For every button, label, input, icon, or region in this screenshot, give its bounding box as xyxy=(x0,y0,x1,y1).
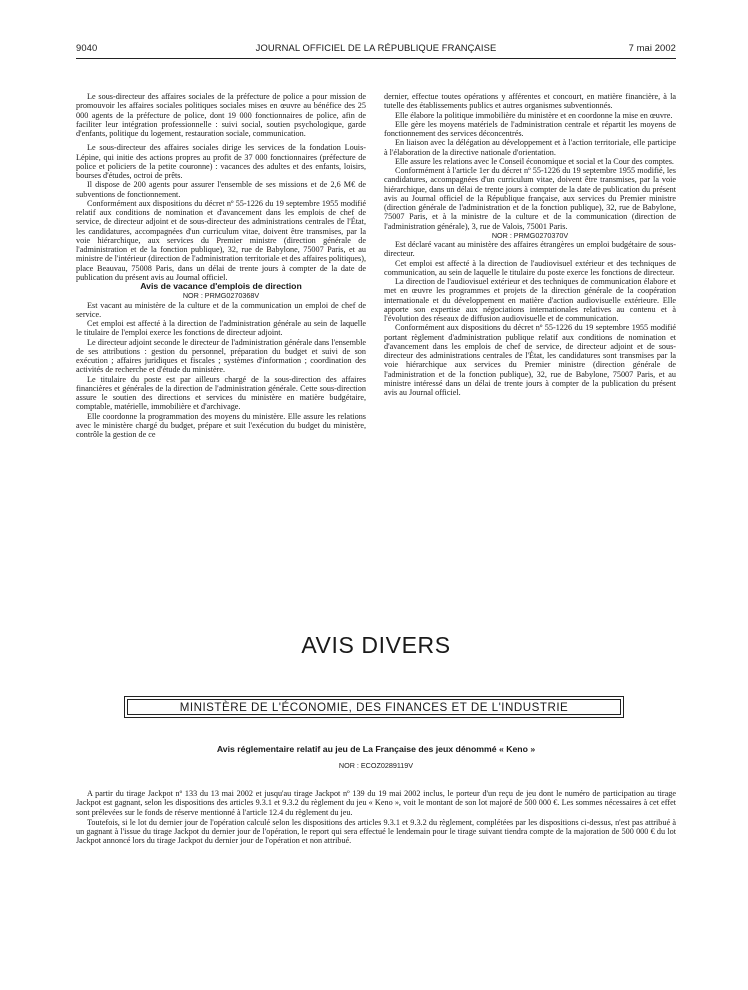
paragraph: Cet emploi est affecté à la direction de l'administration générale au sein de laquelle le titulaire de l'emploi exerce les fonctions de directeur adjoint. xyxy=(76,319,366,338)
paragraph: Conformément à l'article 1er du décret nº 55-1226 du 19 septembre 1955 modifié, les candidatures, accompagnées d'un curriculum vitae, doivent être transmises, par la voie hiérarchique, dans un délai de trente jours à compter de la date de publication du présent avis au Journal officiel de la République française, aux services du Premier ministre (direction générale de l'administration et de la fonction publique), 32, rue de Babylone, 75007 Paris, et à la ministre de la culture et de la communication (direction de l'administration générale), 3, rue de Valois, 75001 Paris. xyxy=(384,166,676,231)
paragraph: Il dispose de 200 agents pour assurer l'ensemble de ses missions et de 2,6 M€ de subventions de fonctionnement. xyxy=(76,180,366,199)
left-column xyxy=(76,92,366,439)
notice-body xyxy=(76,789,676,846)
paragraph: dernier, effectue toutes opérations y afférentes et concourt, en matière financière, à la tutelle des établissements publics et autres organismes subventionnés. xyxy=(384,92,676,111)
section-nor: NOR : PRMG0270368V xyxy=(182,291,260,301)
section-title: Avis de vacance d'emplois de direction xyxy=(140,281,302,291)
paragraph: Conformément aux dispositions du décret nº 55-1226 du 19 septembre 1955 modifié relatif aux conditions de nomination et d'avancement dans les emplois de chef de service, de directeur adjoint et de sous-directeur des administrations centrales de l'État, les candidatures, accompagnées d'un curriculum vitae, doivent être transmises, par la voie hiérarchique, aux services du Premier ministre (direction générale de l'administration et de la fonction publique), 32, rue de Babylone, 75007 Paris, et au ministre de l'intérieur (direction de l'administration territoriale et des affaires politiques), place Beauvau, 75008 Paris, dans un délai de trente jours à compter de la date de publication du présent avis au Journal officiel. xyxy=(76,198,366,282)
paragraph: Est déclaré vacant au ministère des affaires étrangères un emploi budgétaire de sous-directeur. xyxy=(384,240,676,259)
paragraph: A partir du tirage Jackpot nº 133 du 13 mai 2002 et jusqu'au tirage Jackpot nº 139 du 19 mai 2002 inclus, le porteur d'un reçu de jeu dont le numéro de participation au tirage Jackpot est gagnant, selon les dispositions des articles 9.3.1 et 9.3.2 du règlement du jeu « Keno », voit le montant de son lot majoré de 500 000 €. Les sommes nécessaires à cet effet sont prélevées sur le fonds de réserve mentionné à l'article 12.4 du règlement du jeu. xyxy=(76,789,676,817)
notice-title: Avis réglementaire relatif au jeu de La Française des jeux dénommé « Keno » xyxy=(216,744,536,754)
paragraph: Le sous-directeur des affaires sociales dirige les services de la fondation Louis-Lépine, qui initie des actions propres au profit de 37 000 fonctionnaires (préfecture de police et policiers de la petite couronne) : vacances des adultes et des enfants, loisirs, bourses d'études, octroi de prêts. xyxy=(76,143,366,180)
ministry-name: MINISTÈRE DE L'ÉCONOMIE, DES FINANCES ET DE L'INDUSTRIE xyxy=(127,699,621,715)
paragraph: Le sous-directeur des affaires sociales de la préfecture de police a pour mission de promouvoir les affaires sociales politiques sociales mises en œuvre au bénéfice des 25 000 agents de la préfecture de police, dont 19 000 fonctionnaires de police, afin de faciliter leur intégration professionnelle : suivi social, soutien psychologique, garde d'enfants, politique du logement, restauration sociale, communication. xyxy=(76,92,366,138)
ministry-box xyxy=(124,696,624,718)
header-rule xyxy=(76,58,676,59)
publication-date: 7 mai 2002 xyxy=(628,42,676,53)
second-nor: NOR : PRMG0270370V xyxy=(491,230,569,240)
right-column xyxy=(384,92,676,397)
paragraph: En liaison avec la délégation au développement et à l'action territoriale, elle participe à l'élaboration de la directive nationale d'orientation. xyxy=(384,138,676,157)
notice-nor: NOR : ECOZ0289119V xyxy=(338,761,414,770)
avis-divers-heading: AVIS DIVERS xyxy=(301,632,451,658)
page-number: 9040 xyxy=(76,42,98,53)
paragraph: Elle coordonne la programmation des moyens du ministère. Elle assure les relations avec le ministère chargé du budget, prépare et suit l'exécution du budget du ministère, contrôle la gestion de ce xyxy=(76,411,366,439)
paragraph: La direction de l'audiovisuel extérieur et des techniques de communication élabore et met en œuvre les programmes et projets de la direction générale de la coopération internationale et du développement en matière d'action audiovisuelle extérieure. Elle apporte son expertise aux négociations internationales relatives au contenu et à l'évolution des réseaux de diffusion audiovisuelle et de communication. xyxy=(384,277,676,323)
paragraph: Elle gère les moyens matériels de l'administration centrale et répartit les moyens de fonctionnement des services déconcentrés. xyxy=(384,119,676,138)
journal-title: JOURNAL OFFICIEL DE LA RÉPUBLIQUE FRANÇAISE xyxy=(255,42,497,53)
paragraph: Elle élabore la politique immobilière du ministère et en coordonne la mise en œuvre. xyxy=(395,110,673,120)
paragraph: Le titulaire du poste est par ailleurs chargé de la sous-direction des affaires financières et générales de la direction de l'administration générale. Cette sous-direction assure le soutien des directions et services du ministère en matière budgétaire, comptable, matérielle, immobilière et d'archivage. xyxy=(76,374,366,412)
paragraph: Toutefois, si le lot du dernier jour de l'opération calculé selon les dispositions des articles 9.3.1 et 9.3.2 du règlement, complétées par les dispositions ci-dessus, n'est pas attribué à un gagnant à l'issue du tirage Jackpot du dernier jour de l'opération, le report qui sera effectué le lendemain pour le tirage suivant tiendra compte de la majoration de 500 000 € du lot Jackpot annoncé lors du tirage Jackpot du dernier jour de l'opération et non attribué. xyxy=(76,817,676,846)
paragraph: Est vacant au ministère de la culture et de la communication un emploi de chef de service. xyxy=(76,300,366,319)
paragraph: Le directeur adjoint seconde le directeur de l'administration générale dans l'ensemble de ses attributions : gestion du personnel, préparation du budget et suivi de son exécution ; affaires juridiques et fiscales ; systèmes d'information ; coordination des activités de recherche et d'étude du ministère. xyxy=(76,337,366,375)
page-header xyxy=(76,42,676,58)
paragraph: Conformément aux dispositions du décret nº 55-1226 du 19 septembre 1955 modifié portant règlement d'administration publique relatif aux conditions de nomination et d'avancement dans les emplois de chef de service, de directeur adjoint et de sous-directeur des administrations centrales de l'État, les candidatures sont transmises par la voie hiérarchique aux services du Premier ministre (direction générale de l'administration et de la fonction publique), 32, rue de Babylone, 75007 Paris, et au ministre intéressé dans un délai de trente jours à compter de la publication du présent avis au Journal officiel. xyxy=(384,323,676,397)
paragraph: Elle assure les relations avec le Conseil économique et social et la Cour des comptes. xyxy=(395,156,674,166)
paragraph: Cet emploi est affecté à la direction de l'audiovisuel extérieur et des techniques de communication, au sein de laquelle le titulaire du poste exerce les fonctions de directeur. xyxy=(384,258,676,277)
